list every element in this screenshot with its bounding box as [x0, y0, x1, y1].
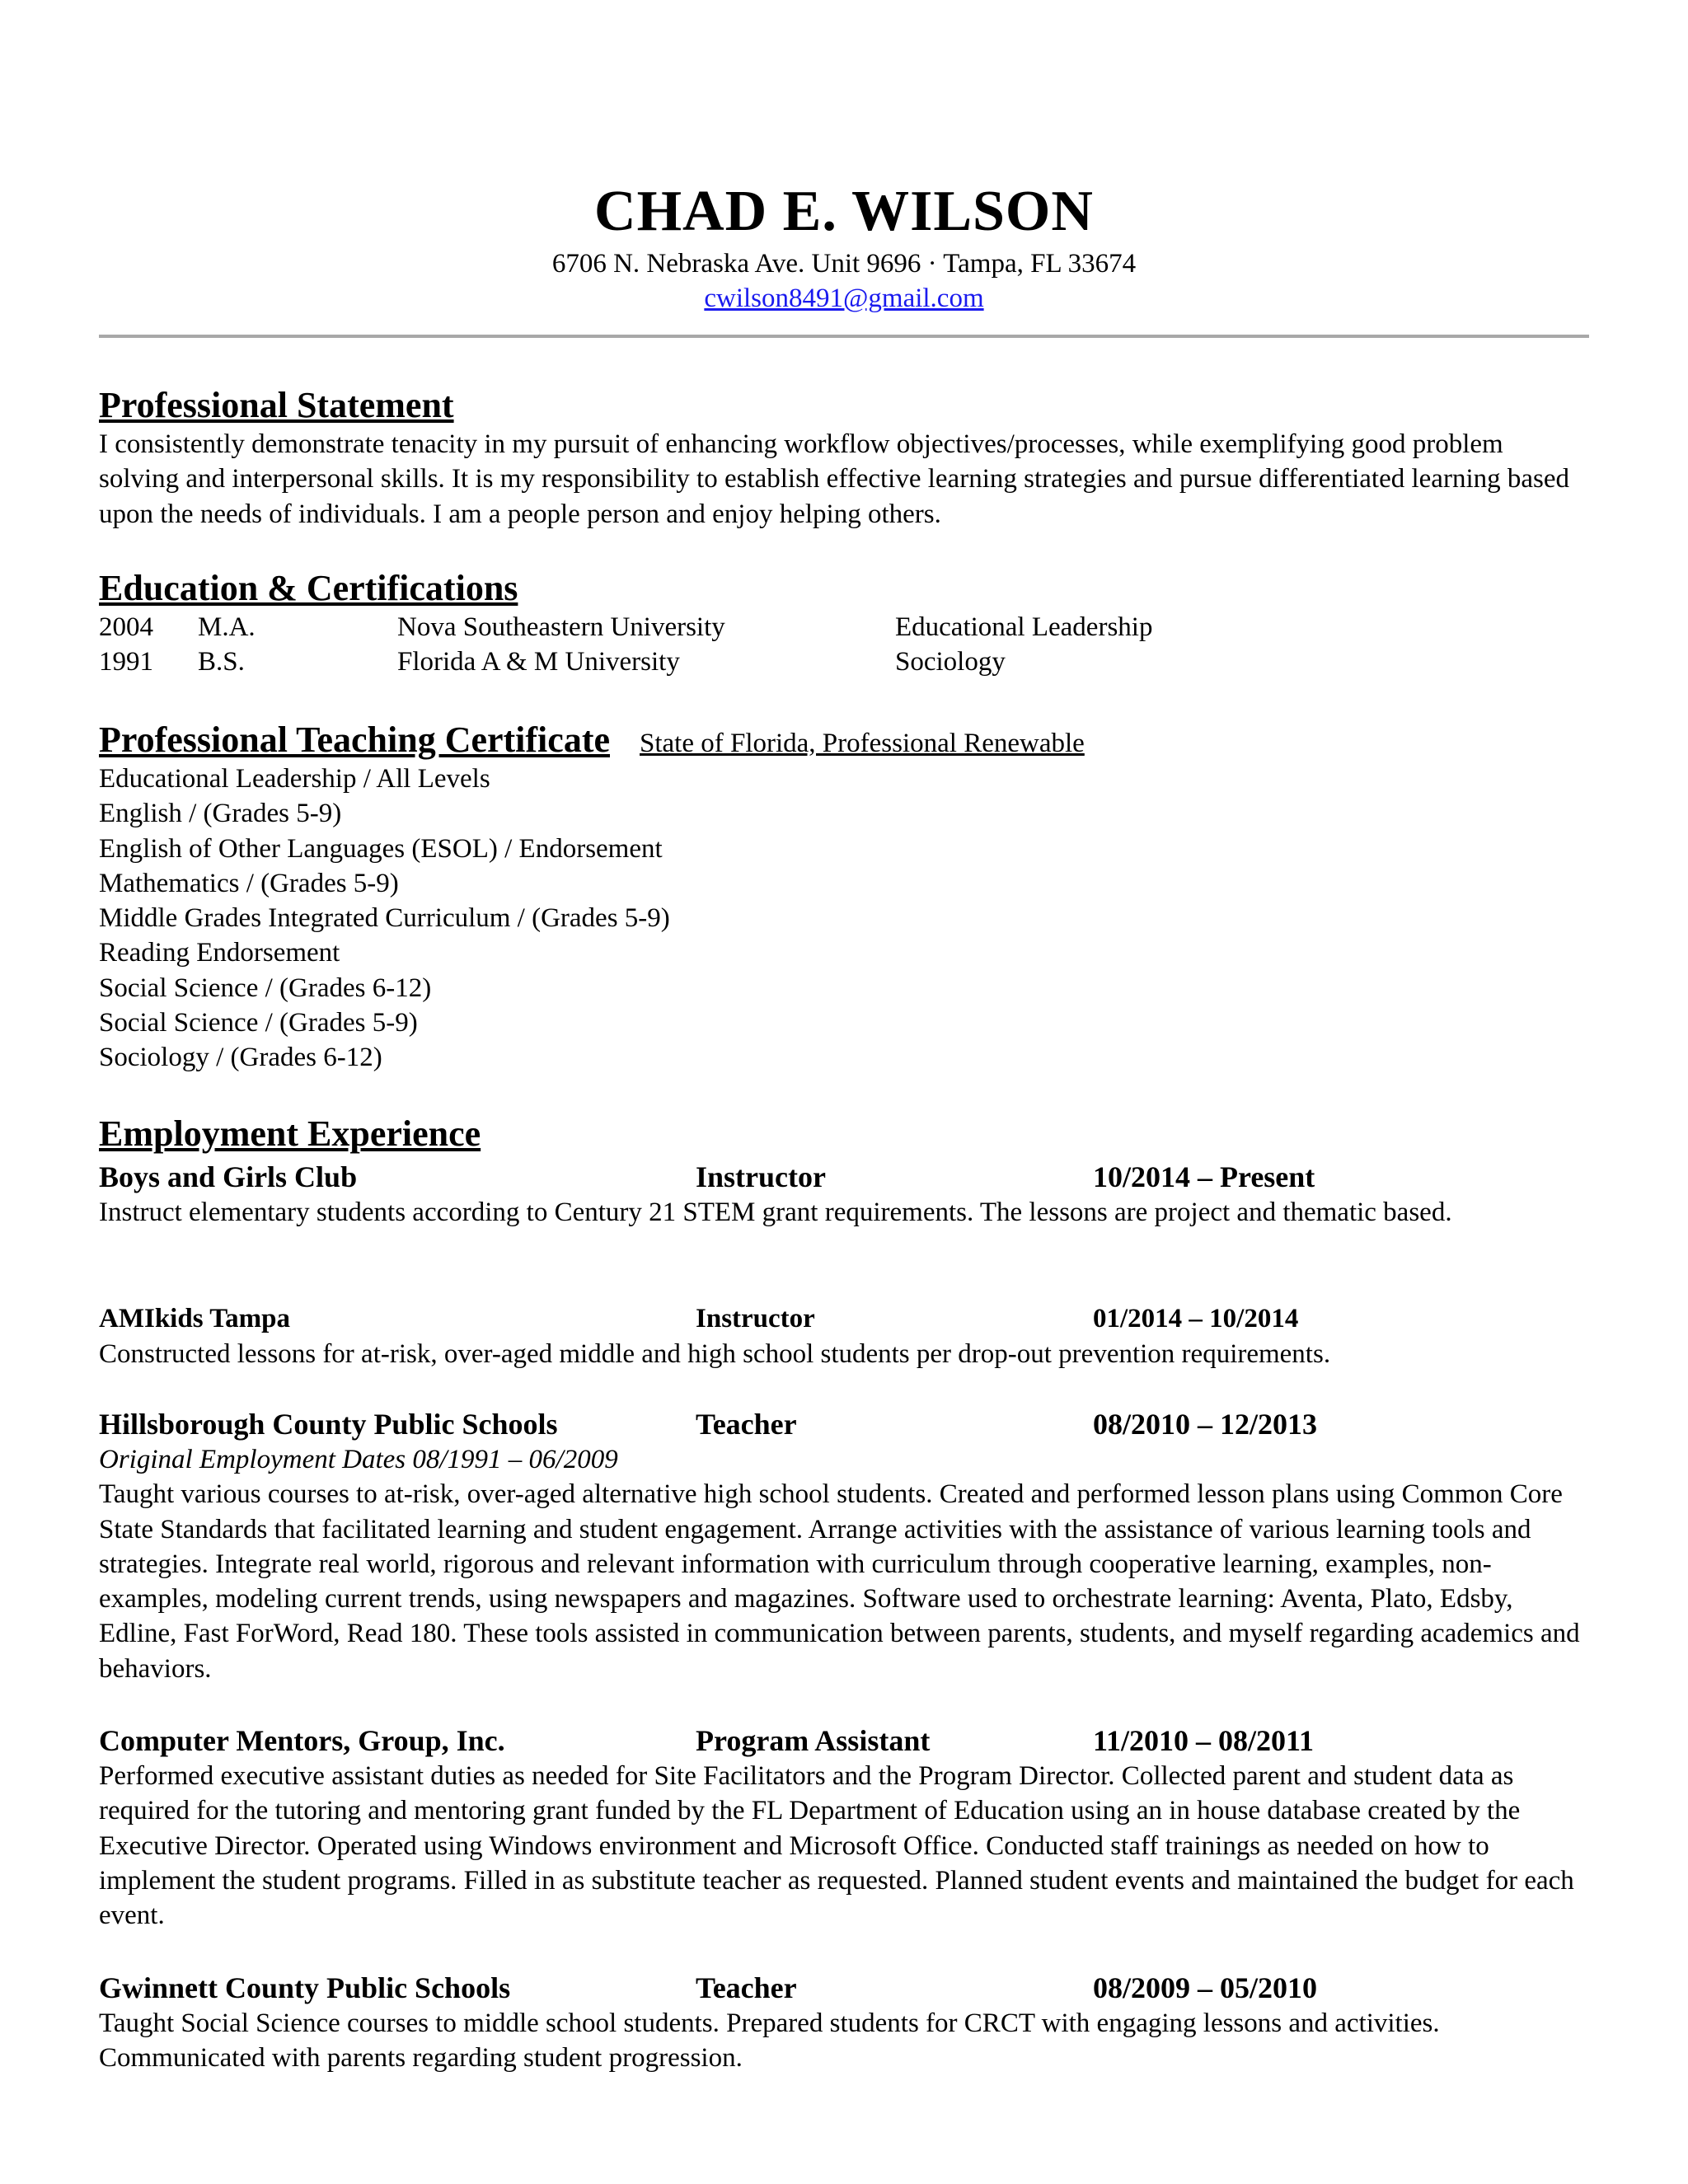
job-dates: 08/2010 – 12/2013 — [1093, 1408, 1318, 1441]
job-title: Instructor — [696, 1304, 815, 1333]
section-heading: Education & Certifications — [99, 568, 518, 608]
certificate-item: English / (Grades 5-9) — [99, 799, 342, 829]
job-description: Constructed lessons for at-risk, over-aged middle and high school students per drop-out prevention requirements. — [99, 1339, 1331, 1369]
education-row — [99, 610, 1599, 644]
job-header — [99, 1406, 1599, 1442]
education-school: Nova Southeastern University — [397, 612, 725, 642]
education-row — [99, 644, 1599, 679]
section-heading: Professional Teaching Certificate — [99, 719, 610, 760]
certificate-item: Middle Grades Integrated Curriculum / (Grades 5-9) — [99, 903, 670, 934]
certificate-item: Social Science / (Grades 5-9) — [99, 1008, 418, 1038]
certificate-item: Social Science / (Grades 6-12) — [99, 972, 432, 1003]
section-heading: Professional Statement — [99, 385, 454, 425]
professional-statement-section — [99, 384, 1599, 532]
job-title: Teacher — [696, 1408, 797, 1441]
job-organization: Hillsborough County Public Schools — [99, 1408, 558, 1441]
job-header — [99, 1301, 1599, 1337]
education-section — [99, 567, 1599, 680]
candidate-name: CHAD E. WILSON — [594, 180, 1094, 243]
job-description: Performed executive assistant duties as needed for Site Facilitators and the Program Director. Collected parent and student data as required for the tutoring and mentoring grant funded by the FL Department of Education using an in house database created by the Executive Director. Operated using Windows environment and Microsoft Office. Conducted staff trainings as needed on how to implement the student programs. Filled in as substitute teacher as requested. Planned student events and maintained the budget for each event. — [99, 1761, 1574, 1931]
job-header — [99, 1970, 1599, 2006]
header-divider — [99, 335, 1589, 338]
resume-header — [0, 177, 1688, 316]
job-organization: Computer Mentors, Group, Inc. — [99, 1724, 505, 1757]
job-entry — [99, 1159, 1599, 1230]
job-description: Taught Social Science courses to middle school students. Prepared students for CRCT with engaging lessons and activities. Communicated with parents regarding student progression. — [99, 2008, 1440, 2074]
certificate-subheading: State of Florida, Professional Renewable — [640, 729, 1085, 758]
job-organization: Gwinnett County Public Schools — [99, 1971, 511, 2004]
job-title: Program Assistant — [696, 1724, 931, 1757]
education-year: 1991 — [99, 647, 153, 677]
job-title: Instructor — [696, 1160, 826, 1193]
education-degree: B.S. — [198, 647, 245, 677]
job-dates: 11/2010 – 08/2011 — [1093, 1724, 1315, 1757]
certificate-item: Sociology / (Grades 6-12) — [99, 1043, 382, 1073]
job-organization: AMIkids Tampa — [99, 1304, 291, 1333]
certificate-item: Reading Endorsement — [99, 938, 340, 968]
employment-heading-block — [99, 1113, 1599, 1155]
certificate-item: Mathematics / (Grades 5-9) — [99, 868, 399, 898]
job-description: Instruct elementary students according to Century 21 STEM grant requirements. The lessons are project and thematic based. — [99, 1197, 1452, 1227]
teaching-certificate-section — [99, 719, 1599, 1076]
certificate-heading-row — [99, 719, 1599, 762]
job-entry — [99, 1970, 1599, 2076]
education-degree: M.A. — [198, 612, 256, 642]
job-note: Original Employment Dates 08/1991 – 06/2009 — [99, 1445, 618, 1474]
email-link[interactable]: cwilson8491@gmail.com — [704, 284, 984, 313]
job-header — [99, 1159, 1599, 1195]
job-dates: 08/2009 – 05/2010 — [1093, 1971, 1318, 2004]
job-entry — [99, 1722, 1599, 1933]
statement-text: I consistently demonstrate tenacity in my pursuit of enhancing workflow objectives/processes, while exemplifying good problem solving and interpersonal skills. It is my responsibility to establish effective learning strategies and pursue differentiated learning based upon the needs of individuals. I am a people person and enjoy helping others. — [99, 429, 1569, 529]
job-title: Teacher — [696, 1971, 797, 2004]
job-entry — [99, 1301, 1599, 1371]
job-dates: 01/2014 – 10/2014 — [1093, 1304, 1299, 1333]
education-year: 2004 — [99, 612, 153, 642]
job-dates: 10/2014 – Present — [1093, 1160, 1315, 1193]
education-field: Educational Leadership — [895, 612, 1153, 642]
job-header — [99, 1722, 1599, 1759]
certificate-item: English of Other Languages (ESOL) / Endorsement — [99, 833, 663, 864]
job-description: Taught various courses to at-risk, over-aged alternative high school students. Created and performed lesson plans using Common Core State Standards that facilitated learning and student engagement. Arrange activities with the assistance of various learning tools and strategies. Integrate real world, rigorous and relevant information with curriculum through cooperative learning, examples, non-examples, modeling current trends, using newspapers and magazines. Software used to orchestrate learning: Aventa, Plato, Edsby, Edline, Fast ForWord, Read 180. These tools assisted in communication between parents, students, and myself regarding academics and behaviors. — [99, 1479, 1580, 1684]
job-organization: Boys and Girls Club — [99, 1160, 358, 1193]
education-field: Sociology — [895, 647, 1006, 677]
job-entry — [99, 1406, 1599, 1686]
section-heading: Employment Experience — [99, 1113, 481, 1154]
certificate-item: Educational Leadership / All Levels — [99, 764, 490, 794]
candidate-address: 6706 N. Nebraska Ave. Unit 9696 · Tampa, FL 33674 — [551, 249, 1137, 279]
education-school: Florida A & M University — [397, 647, 680, 677]
